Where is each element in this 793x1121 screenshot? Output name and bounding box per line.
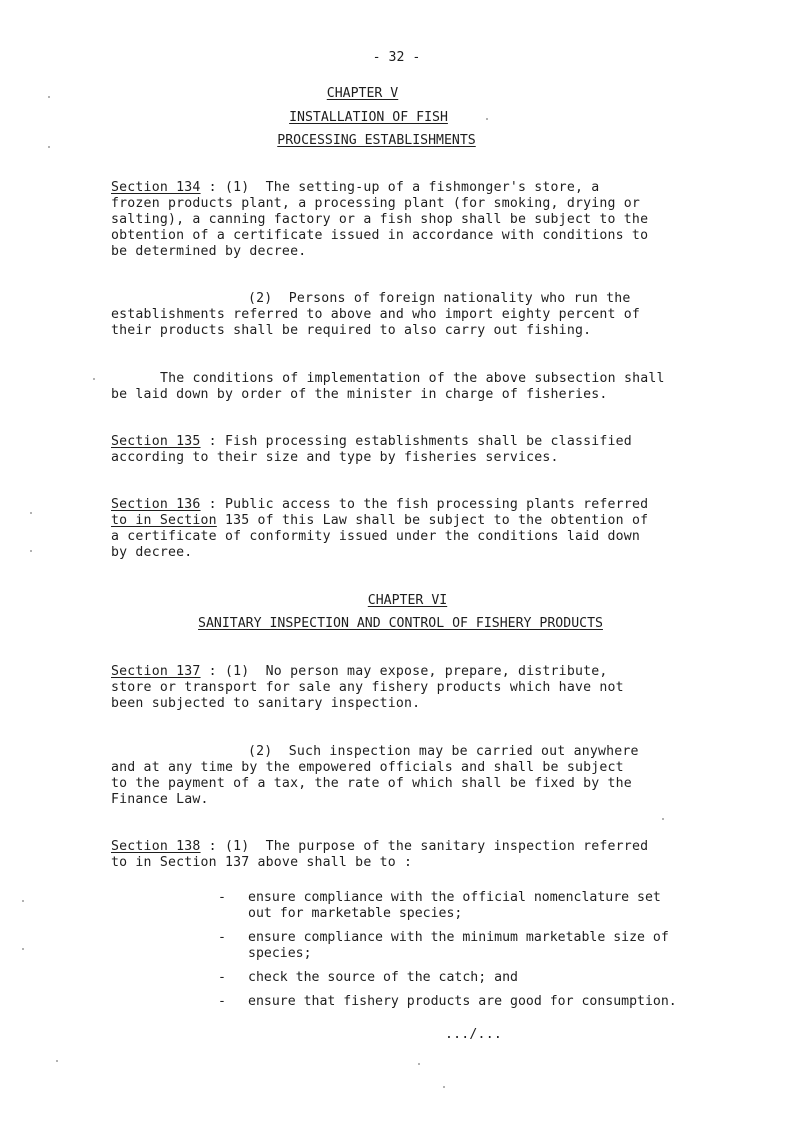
section-137-line2: store or transport for sale any fishery products which have not bbox=[111, 680, 624, 695]
list-bullet: - bbox=[218, 970, 226, 985]
section-138-label: Section 138 bbox=[111, 839, 201, 854]
list-item-1-line1: ensure compliance with the official nomenclature set bbox=[248, 890, 661, 905]
section-134-p3-line2: be laid down by order of the minister in charge of fisheries. bbox=[111, 387, 608, 402]
chapter-vi-title: SANITARY INSPECTION AND CONTROL OF FISHERY PRODUCTS bbox=[198, 616, 603, 631]
list-bullet: - bbox=[218, 930, 226, 945]
section-136-line3: a certificate of conformity issued under the conditions laid down bbox=[111, 529, 641, 544]
list-bullet: - bbox=[218, 890, 226, 905]
list-item-4-line1: ensure that fishery products are good for consumption. bbox=[248, 994, 677, 1009]
scan-speck bbox=[486, 118, 488, 120]
scan-speck bbox=[93, 378, 95, 380]
section-136-label: Section 136 bbox=[111, 497, 201, 512]
scan-speck bbox=[22, 900, 24, 902]
scan-speck bbox=[48, 96, 50, 98]
section-137-line3: been subjected to sanitary inspection. bbox=[111, 696, 421, 711]
section-137-line1: Section 137 : (1) No person may expose, prepare, distribute, bbox=[111, 664, 608, 679]
scan-speck bbox=[443, 1086, 445, 1088]
section-136-line2: to in Section 135 of this Law shall be subject to the obtention of bbox=[111, 513, 649, 528]
scan-speck bbox=[30, 512, 32, 514]
scan-speck bbox=[48, 146, 50, 148]
list-item-2-line1: ensure compliance with the minimum marketable size of bbox=[248, 930, 669, 945]
list-item-3-line1: check the source of the catch; and bbox=[248, 970, 518, 985]
section-137-sub2-line2: and at any time by the empowered officials and shall be subject bbox=[111, 760, 624, 775]
section-138-line1: Section 138 : (1) The purpose of the sanitary inspection referred bbox=[111, 839, 649, 854]
section-134-label: Section 134 bbox=[111, 180, 201, 195]
chapter-v-heading: CHAPTER V bbox=[326, 86, 399, 101]
scan-speck bbox=[30, 550, 32, 552]
section-134-line1: Section 134 : (1) The setting-up of a fishmonger's store, a bbox=[111, 180, 600, 195]
section-134-sub2-line3: their products shall be required to also carry out fishing. bbox=[111, 323, 592, 338]
list-item-2-line2: species; bbox=[248, 946, 312, 961]
list-bullet: - bbox=[218, 994, 226, 1009]
scan-speck bbox=[22, 948, 24, 950]
continuation-mark: .../... bbox=[445, 1027, 502, 1042]
section-138-line2: to in Section 137 above shall be to : bbox=[111, 855, 413, 870]
section-134-line3: salting), a canning factory or a fish shop shall be subject to the bbox=[111, 212, 649, 227]
section-136-line4: by decree. bbox=[111, 545, 193, 560]
section-137-sub2-line1: (2) Such inspection may be carried out anywhere bbox=[248, 744, 639, 759]
scan-speck bbox=[662, 818, 664, 820]
list-item-1-line2: out for marketable species; bbox=[248, 906, 463, 921]
chapter-vi-heading: CHAPTER VI bbox=[367, 593, 448, 608]
section-135-label: Section 135 bbox=[111, 434, 201, 449]
section-134-line4: obtention of a certificate issued in accordance with conditions to bbox=[111, 228, 649, 243]
section-134-line2: frozen products plant, a processing plant (for smoking, drying or bbox=[111, 196, 641, 211]
section-134-line5: be determined by decree. bbox=[111, 244, 307, 259]
section-137-sub2-line3: to the payment of a tax, the rate of which shall be fixed by the bbox=[111, 776, 632, 791]
page-number: - 32 - bbox=[372, 50, 421, 65]
section-134-sub2-line2: establishments referred to above and who import eighty percent of bbox=[111, 307, 641, 322]
chapter-v-title-line1: INSTALLATION OF FISH bbox=[289, 110, 448, 125]
section-135-line2: according to their size and type by fisheries services. bbox=[111, 450, 559, 465]
section-136-line1: Section 136 : Public access to the fish processing plants referred bbox=[111, 497, 649, 512]
section-137-sub2-line4: Finance Law. bbox=[111, 792, 209, 807]
section-134-p3-line1: The conditions of implementation of the above subsection shall bbox=[160, 371, 665, 386]
scan-speck bbox=[56, 1060, 58, 1062]
section-135-line1: Section 135 : Fish processing establishments shall be classified bbox=[111, 434, 632, 449]
section-134-sub2-line1: (2) Persons of foreign nationality who run the bbox=[248, 291, 631, 306]
scan-speck bbox=[418, 1063, 420, 1065]
section-137-label: Section 137 bbox=[111, 664, 201, 679]
chapter-v-title-line2: PROCESSING ESTABLISHMENTS bbox=[277, 133, 476, 148]
